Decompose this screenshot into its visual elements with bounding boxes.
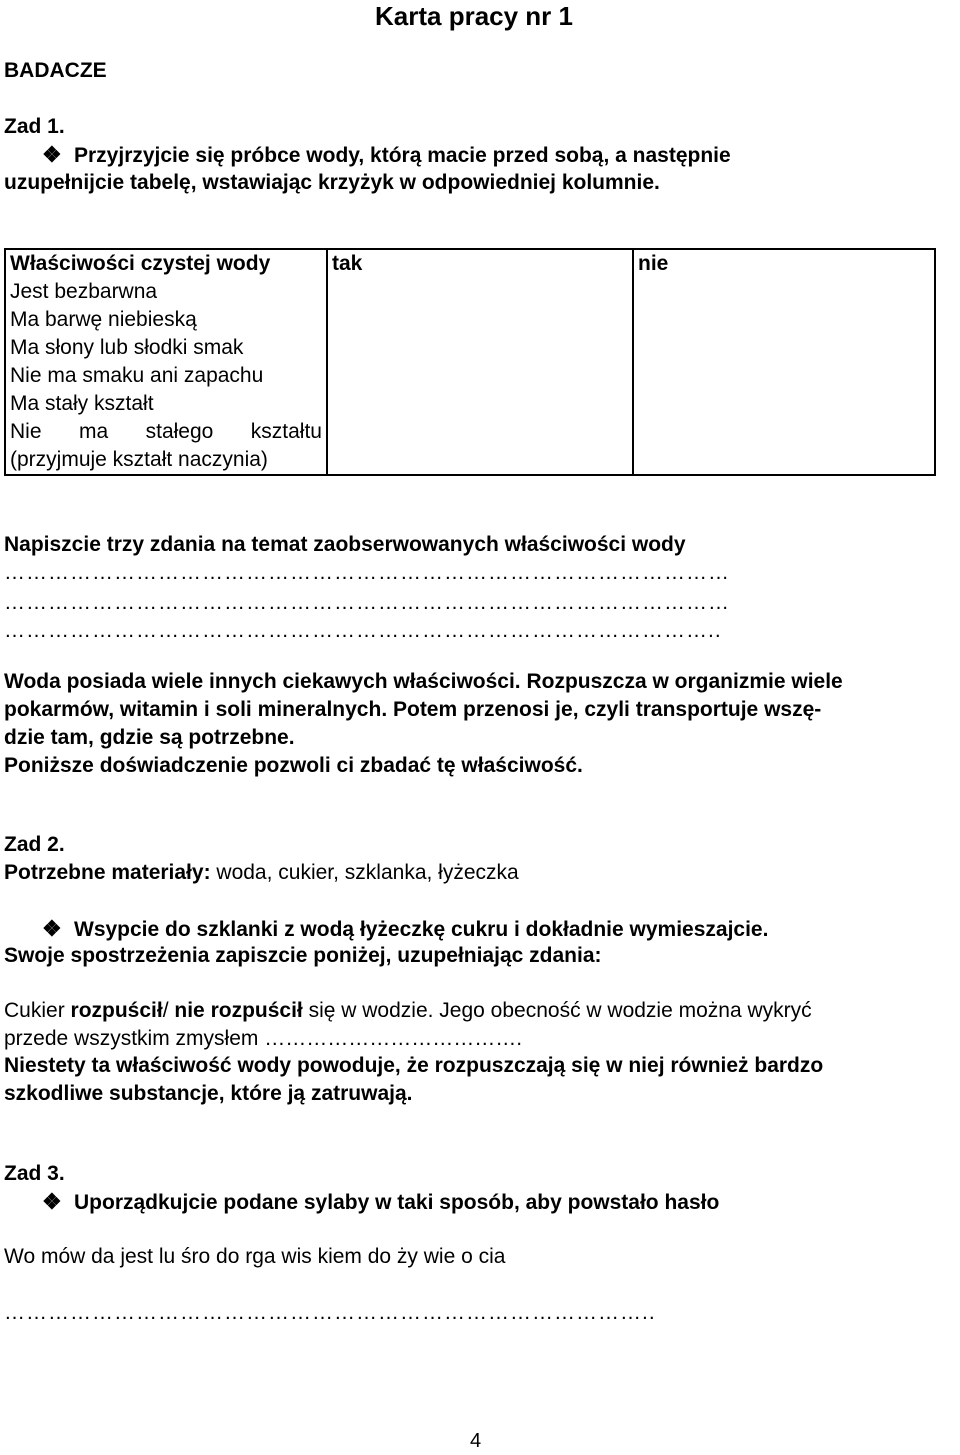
table-cell-no[interactable]	[633, 390, 935, 418]
word: stałego	[145, 420, 214, 443]
table-cell-yes[interactable]	[327, 334, 633, 362]
table-cell-no[interactable]	[633, 278, 935, 306]
task3-instruction	[4, 1188, 719, 1217]
table-cell-no[interactable]	[633, 334, 935, 362]
word: kształtu	[250, 420, 322, 443]
answer-line-1[interactable]: ………………………………………………………………………………………	[4, 561, 730, 584]
table-header-no: nie	[633, 249, 935, 278]
table-row-label-line2: (przyjmuje kształt naczynia)	[10, 448, 268, 471]
warning-line-2: szkodliwe substancje, które ją zatruwają.	[4, 1082, 413, 1105]
info-line-4: Poniższe doświadczenie pozwoli ci zbadać tę właściwość.	[4, 754, 583, 777]
answer-line-3[interactable]: ……………………………………………………………………………………..	[4, 619, 722, 642]
group-name: BADACZE	[4, 59, 107, 82]
table-header-properties: Właściwości czystej wody	[5, 249, 327, 278]
task2-instruction	[4, 915, 768, 944]
diamond-bullet-icon: ❖	[42, 916, 62, 941]
warning-line-1: Niestety ta właściwość wody powoduje, że rozpuszczają się w niej również bardzo	[4, 1054, 824, 1077]
table-row-label: Ma barwę niebieską	[5, 306, 327, 334]
table-row	[5, 306, 935, 334]
table-header-row	[5, 249, 935, 278]
materials-text: woda, cukier, szklanka, łyżeczka	[210, 861, 519, 884]
diamond-bullet-icon: ❖	[42, 142, 62, 167]
option-dissolved[interactable]: rozpuścił	[70, 999, 163, 1022]
table-row	[5, 362, 935, 390]
table-row-label-line1	[10, 418, 322, 446]
table-row	[5, 334, 935, 362]
page-number: 4	[470, 1430, 482, 1452]
answer-line-2[interactable]: ………………………………………………………………………………………	[4, 591, 730, 614]
table-row	[5, 390, 935, 418]
table-cell-yes[interactable]	[327, 362, 633, 390]
task3-label: Zad 3.	[4, 1162, 65, 1185]
table-cell-no[interactable]	[633, 362, 935, 390]
page-title: Karta pracy nr 1	[375, 1, 573, 31]
table-row-label: Ma słony lub słodki smak	[5, 334, 327, 362]
table-row-label: Nie ma smaku ani zapachu	[5, 362, 327, 390]
table-cell-yes[interactable]	[327, 418, 633, 475]
sentence-line-1	[4, 997, 812, 1025]
task1-instruction-line1: Przyjrzyjcie się próbce wody, którą macie przed sobą, a następnie	[74, 144, 731, 167]
word: Nie	[10, 420, 42, 443]
observe-line: Swoje spostrzeżenia zapiszcie poniżej, uzupełniając zdania:	[4, 944, 602, 967]
answer-line-password[interactable]: ……………………………………………………………………………..	[4, 1301, 656, 1324]
diamond-bullet-icon: ❖	[42, 1189, 62, 1214]
syllables: Wo mów da jest lu śro do rga wis kiem do ży wie o cia	[4, 1245, 506, 1268]
info-line-1: Woda posiada wiele innych ciekawych właściwości. Rozpuszcza w organizmie wiele	[4, 670, 843, 693]
table-cell-yes[interactable]	[327, 278, 633, 306]
sentence-text: się w wodzie. Jego obecność w wodzie można wykryć	[302, 999, 812, 1022]
sentence-text: /	[162, 999, 175, 1022]
task3-instruction-text: Uporządkujcie podane sylaby w taki sposób, aby powstało hasło	[74, 1191, 720, 1214]
table-row	[5, 418, 935, 475]
word: ma	[78, 420, 109, 443]
sentence-line-2[interactable]: przede wszystkim zmysłem ……………………………….	[4, 1027, 523, 1050]
materials-line	[4, 859, 519, 887]
table-row-label: Jest bezbarwna	[5, 278, 327, 306]
task1-instruction	[4, 141, 731, 170]
task1-instruction-line2: uzupełnijcie tabelę, wstawiając krzyżyk w odpowiedniej kolumnie.	[4, 171, 660, 194]
water-properties-table	[4, 248, 936, 476]
sentence-text: Cukier	[4, 999, 71, 1022]
option-not-dissolved[interactable]: nie rozpuścił	[174, 999, 303, 1022]
table-row-label: Ma stały kształt	[5, 390, 327, 418]
task2-instruction-text: Wsypcie do szklanki z wodą łyżeczkę cukru i dokładnie wymieszajcie.	[74, 918, 769, 941]
write-prompt: Napiszcie trzy zdania na temat zaobserwowanych właściwości wody	[4, 533, 686, 556]
table-cell-yes[interactable]	[327, 306, 633, 334]
table-row-label	[5, 418, 327, 475]
materials-label: Potrzebne materiały:	[4, 861, 211, 884]
task2-label: Zad 2.	[4, 833, 65, 856]
table-header-yes: tak	[327, 249, 633, 278]
table-cell-yes[interactable]	[327, 390, 633, 418]
info-line-3: dzie tam, gdzie są potrzebne.	[4, 726, 295, 749]
table-cell-no[interactable]	[633, 306, 935, 334]
table-cell-no[interactable]	[633, 418, 935, 475]
table-row	[5, 278, 935, 306]
info-line-2: pokarmów, witamin i soli mineralnych. Potem przenosi je, czyli transportuje wszę-	[4, 698, 822, 721]
task1-label: Zad 1.	[4, 115, 65, 138]
